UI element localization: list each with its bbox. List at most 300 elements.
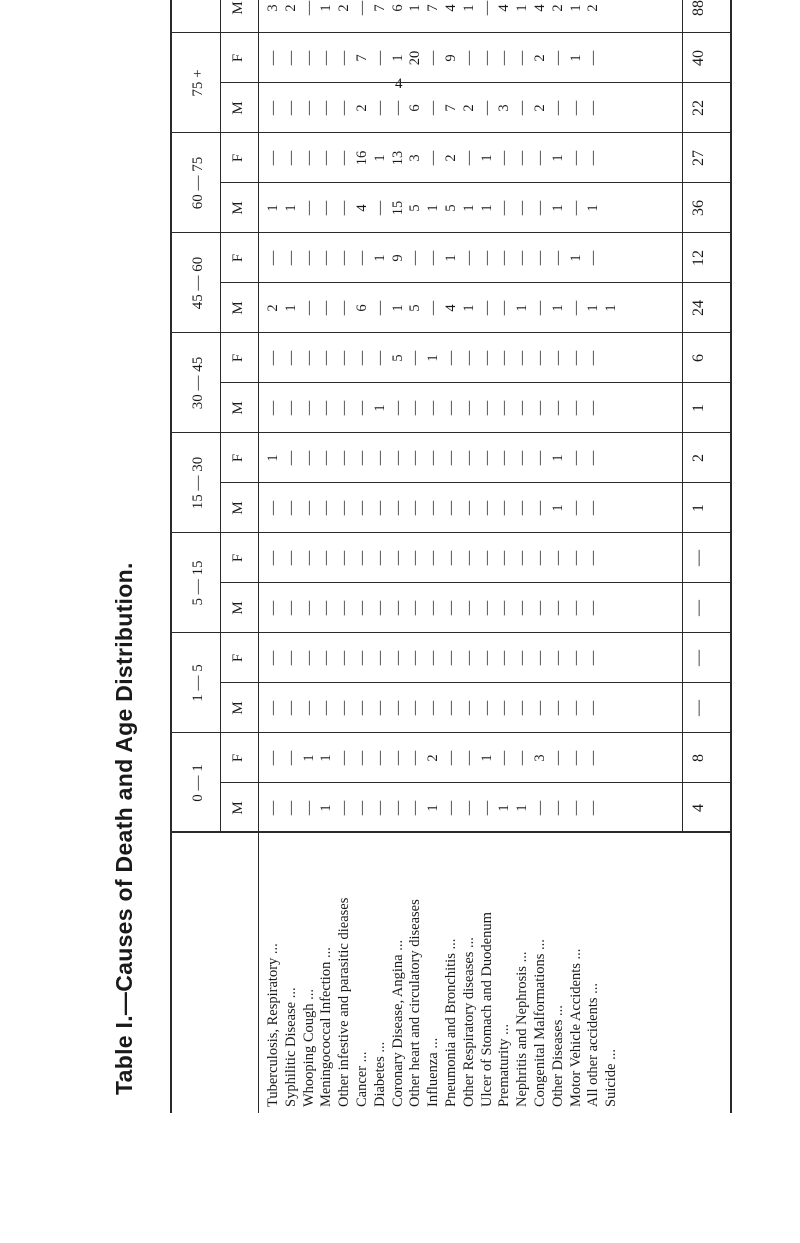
table-cell: — bbox=[425, 50, 442, 66]
table-cell: — bbox=[496, 250, 513, 266]
table-cell: — bbox=[567, 750, 584, 766]
table-cell: — bbox=[514, 400, 531, 416]
table-cell: — bbox=[318, 450, 335, 466]
cause-label: Pneumonia and Bronchitis ... bbox=[443, 938, 459, 1107]
table-cell: 6 bbox=[389, 4, 406, 12]
table-cell: — bbox=[265, 150, 281, 166]
table-cell: — bbox=[389, 450, 406, 466]
table-cell: — bbox=[585, 100, 602, 116]
column-rule bbox=[170, 232, 730, 233]
table-cell: 1 bbox=[549, 154, 566, 162]
column-rule bbox=[170, 332, 730, 333]
table-cell: — bbox=[336, 550, 353, 566]
table-cell: 1 bbox=[567, 4, 584, 12]
table-cell: 1 bbox=[514, 804, 531, 812]
table-cell: — bbox=[496, 450, 513, 466]
table-cell: — bbox=[354, 800, 370, 816]
table-cell: — bbox=[354, 750, 370, 766]
table-cell: 1 bbox=[549, 454, 566, 462]
table-cell: — bbox=[478, 0, 495, 16]
table-cell: — bbox=[478, 100, 495, 116]
table-cell: — bbox=[425, 700, 442, 716]
table-cell: — bbox=[336, 50, 353, 66]
cause-label: Ulcer of Stomach and Duodenum bbox=[478, 912, 495, 1107]
table-cell: — bbox=[549, 400, 566, 416]
table-cell: 1 bbox=[496, 804, 513, 812]
table-cell: — bbox=[585, 250, 602, 266]
table-cell: — bbox=[371, 50, 388, 66]
table-cell: — bbox=[567, 700, 584, 716]
table-cell: — bbox=[371, 800, 388, 816]
column-rule bbox=[170, 532, 730, 533]
rule-line bbox=[258, 0, 259, 1113]
table-cell: — bbox=[371, 350, 388, 366]
table-cell: — bbox=[389, 600, 406, 616]
table-cell: — bbox=[354, 600, 370, 616]
table-cell: 7 bbox=[354, 54, 370, 62]
table-cell: 5 bbox=[389, 354, 406, 362]
table-cell: — bbox=[407, 350, 424, 366]
table-cell: — bbox=[532, 300, 548, 316]
column-rule bbox=[220, 782, 730, 783]
sex-header: M bbox=[230, 1, 246, 15]
cause-label: Influenza ... bbox=[425, 1037, 442, 1107]
age-group-header: 60 — 75 bbox=[190, 156, 206, 210]
table-cell: — bbox=[532, 650, 548, 666]
table-cell: — bbox=[265, 250, 281, 266]
table-cell: — bbox=[514, 150, 531, 166]
age-group-header: 1 — 5 bbox=[190, 664, 206, 702]
table-cell: — bbox=[567, 450, 584, 466]
table-cell: — bbox=[443, 700, 459, 716]
table-cell: — bbox=[371, 500, 388, 516]
total-cell: 24 bbox=[690, 300, 707, 316]
table-cell: — bbox=[354, 550, 370, 566]
table-cell: — bbox=[425, 100, 442, 116]
table-cell: 7 bbox=[371, 4, 388, 12]
table-cell: — bbox=[514, 650, 531, 666]
table-cell: — bbox=[478, 400, 495, 416]
table-cell: — bbox=[336, 300, 353, 316]
table-cell: — bbox=[318, 300, 335, 316]
table-cell: 1 bbox=[585, 304, 602, 312]
table-cell: 5 bbox=[407, 204, 424, 212]
table-cell: — bbox=[407, 600, 424, 616]
cause-label: Other heart and circulatory diseases bbox=[407, 899, 424, 1107]
table-cell: 1 bbox=[478, 204, 495, 212]
table-cell: — bbox=[460, 50, 477, 66]
table-cell: 5 bbox=[407, 304, 424, 312]
table-cell: 2 bbox=[282, 4, 299, 12]
table-cell: — bbox=[567, 200, 584, 216]
total-cell: 36 bbox=[690, 200, 707, 216]
table-cell: 5 bbox=[443, 204, 459, 212]
table-cell: — bbox=[389, 700, 406, 716]
table-cell: — bbox=[389, 550, 406, 566]
cause-label: Whooping Cough ... bbox=[300, 988, 317, 1107]
table-cell: — bbox=[585, 400, 602, 416]
table-cell: — bbox=[425, 150, 442, 166]
table-cell: 2 bbox=[585, 4, 602, 12]
table-cell: — bbox=[496, 50, 513, 66]
table-cell: — bbox=[532, 700, 548, 716]
total-cell: — bbox=[690, 650, 707, 666]
table-cell: — bbox=[282, 500, 299, 516]
rule-line bbox=[170, 0, 172, 1113]
table-cell: — bbox=[532, 600, 548, 616]
rule-line bbox=[220, 0, 221, 833]
table-cell: — bbox=[265, 500, 281, 516]
table-cell: — bbox=[532, 550, 548, 566]
page-number: 4 bbox=[395, 76, 403, 92]
table-cell: — bbox=[460, 150, 477, 166]
table-cell: — bbox=[282, 600, 299, 616]
table-cell: — bbox=[318, 500, 335, 516]
column-rule bbox=[170, 32, 730, 33]
table-cell: — bbox=[549, 750, 566, 766]
table-cell: — bbox=[532, 150, 548, 166]
table-cell: — bbox=[336, 700, 353, 716]
table-cell: 2 bbox=[443, 154, 459, 162]
table-cell: — bbox=[336, 500, 353, 516]
table-cell: — bbox=[389, 650, 406, 666]
table-cell: — bbox=[549, 550, 566, 566]
table-cell: — bbox=[567, 150, 584, 166]
table-cell: 1 bbox=[460, 204, 477, 212]
table-cell: — bbox=[282, 750, 299, 766]
table-cell: — bbox=[532, 250, 548, 266]
table-cell: — bbox=[549, 50, 566, 66]
table-cell: 1 bbox=[585, 204, 602, 212]
table-cell: 3 bbox=[407, 154, 424, 162]
table-cell: — bbox=[460, 250, 477, 266]
table-cell: — bbox=[478, 500, 495, 516]
table-cell: — bbox=[567, 550, 584, 566]
table-cell: — bbox=[318, 100, 335, 116]
table-cell: — bbox=[371, 750, 388, 766]
table-cell: — bbox=[282, 100, 299, 116]
cause-label: Other Respiratory diseases ... bbox=[460, 937, 477, 1107]
table-cell: 1 bbox=[371, 254, 388, 262]
table-cell: — bbox=[300, 400, 317, 416]
table-cell: — bbox=[443, 450, 459, 466]
table-cell: — bbox=[532, 400, 548, 416]
table-cell: — bbox=[549, 100, 566, 116]
table-cell: 9 bbox=[443, 54, 459, 62]
table-cell: — bbox=[354, 500, 370, 516]
table-cell: — bbox=[496, 700, 513, 716]
table-cell: 1 bbox=[549, 204, 566, 212]
table-cell: — bbox=[585, 600, 602, 616]
table-cell: — bbox=[425, 250, 442, 266]
table-cell: — bbox=[567, 600, 584, 616]
column-rule bbox=[220, 282, 730, 283]
table-cell: — bbox=[585, 550, 602, 566]
table-cell: — bbox=[300, 600, 317, 616]
cause-label: Suicide ... bbox=[603, 1049, 620, 1107]
table-cell: — bbox=[336, 800, 353, 816]
table-cell: — bbox=[585, 800, 602, 816]
table-cell: — bbox=[460, 650, 477, 666]
table-cell: — bbox=[514, 200, 531, 216]
table-cell: — bbox=[371, 600, 388, 616]
age-group-header: 30 — 45 bbox=[190, 356, 206, 410]
table-cell: — bbox=[407, 700, 424, 716]
table-cell: — bbox=[300, 250, 317, 266]
table-cell: — bbox=[354, 700, 370, 716]
table-cell: — bbox=[282, 50, 299, 66]
table-cell: — bbox=[478, 800, 495, 816]
table-cell: — bbox=[371, 550, 388, 566]
table-cell: — bbox=[300, 0, 317, 16]
table-cell: — bbox=[514, 100, 531, 116]
table-cell: 13 bbox=[389, 150, 406, 166]
table-cell: — bbox=[532, 800, 548, 816]
table-cell: — bbox=[443, 800, 459, 816]
table-cell: — bbox=[478, 600, 495, 616]
table-cell: — bbox=[265, 400, 281, 416]
table-cell: — bbox=[478, 300, 495, 316]
causes-of-death-table bbox=[170, 0, 770, 1113]
table-cell: — bbox=[300, 200, 317, 216]
table-cell: 1 bbox=[549, 504, 566, 512]
cause-label: Prematurity ... bbox=[496, 1024, 513, 1107]
table-title: Table I.—Causes of Death and Age Distribution. bbox=[111, 562, 137, 1095]
table-cell: — bbox=[300, 350, 317, 366]
age-group-header: 0 — 1 bbox=[190, 764, 206, 802]
table-cell: — bbox=[425, 300, 442, 316]
table-cell: — bbox=[318, 250, 335, 266]
age-group-header: 45 — 60 bbox=[190, 256, 206, 310]
table-cell: — bbox=[496, 500, 513, 516]
table-cell: — bbox=[443, 400, 459, 416]
total-cell: 88 bbox=[690, 0, 707, 16]
table-cell: — bbox=[300, 700, 317, 716]
table-cell: 4 bbox=[443, 4, 459, 12]
table-cell: — bbox=[300, 100, 317, 116]
total-cell: 12 bbox=[690, 250, 707, 266]
sex-header: F bbox=[230, 553, 246, 563]
table-cell: — bbox=[318, 550, 335, 566]
table-cell: 1 bbox=[425, 804, 442, 812]
table-cell: 2 bbox=[532, 104, 548, 112]
table-cell: — bbox=[496, 550, 513, 566]
table-cell: — bbox=[425, 400, 442, 416]
table-cell: 1 bbox=[282, 304, 299, 312]
table-cell: 2 bbox=[425, 754, 442, 762]
table-cell: — bbox=[567, 650, 584, 666]
cause-label: Coronary Disease, Angina ... bbox=[389, 939, 406, 1107]
table-cell: — bbox=[585, 750, 602, 766]
table-cell: — bbox=[300, 800, 317, 816]
table-cell: — bbox=[282, 550, 299, 566]
table-cell: — bbox=[478, 450, 495, 466]
table-cell: — bbox=[460, 700, 477, 716]
table-cell: — bbox=[514, 700, 531, 716]
table-cell: — bbox=[460, 600, 477, 616]
table-cell: — bbox=[371, 200, 388, 216]
table-cell: 4 bbox=[354, 204, 370, 212]
table-cell: — bbox=[496, 400, 513, 416]
table-cell: — bbox=[532, 350, 548, 366]
table-cell: — bbox=[567, 350, 584, 366]
table-cell: — bbox=[336, 100, 353, 116]
sex-header: M bbox=[230, 101, 246, 115]
sex-header: M bbox=[230, 401, 246, 415]
table-cell: — bbox=[265, 50, 281, 66]
column-rule bbox=[220, 582, 730, 583]
table-cell: 15 bbox=[389, 200, 406, 216]
table-cell: — bbox=[336, 750, 353, 766]
table-cell: 2 bbox=[336, 4, 353, 12]
table-cell: — bbox=[354, 250, 370, 266]
table-cell: — bbox=[265, 800, 281, 816]
sex-header: M bbox=[230, 501, 246, 515]
table-cell: — bbox=[407, 550, 424, 566]
table-cell: — bbox=[407, 450, 424, 466]
sex-header: F bbox=[230, 653, 246, 663]
table-cell: — bbox=[282, 150, 299, 166]
table-cell: 1 bbox=[371, 154, 388, 162]
table-cell: — bbox=[514, 500, 531, 516]
table-cell: — bbox=[585, 450, 602, 466]
table-cell: — bbox=[532, 500, 548, 516]
table-cell: — bbox=[514, 600, 531, 616]
table-cell: — bbox=[282, 650, 299, 666]
cause-label: All other accidents ... bbox=[585, 982, 602, 1107]
table-cell: — bbox=[318, 400, 335, 416]
table-cell: — bbox=[407, 800, 424, 816]
age-group-header: 75 + bbox=[190, 69, 206, 97]
table-cell: — bbox=[567, 400, 584, 416]
table-cell: 1 bbox=[567, 254, 584, 262]
table-cell: 1 bbox=[567, 54, 584, 62]
table-cell: — bbox=[514, 50, 531, 66]
table-cell: — bbox=[443, 550, 459, 566]
table-cell: — bbox=[478, 250, 495, 266]
column-rule bbox=[220, 682, 730, 683]
total-cell: — bbox=[690, 550, 707, 566]
table-cell: — bbox=[585, 350, 602, 366]
table-cell: — bbox=[336, 250, 353, 266]
column-rule bbox=[170, 732, 730, 733]
table-cell: — bbox=[336, 650, 353, 666]
table-cell: — bbox=[549, 250, 566, 266]
sex-header: F bbox=[230, 353, 246, 363]
table-cell: — bbox=[265, 350, 281, 366]
table-cell: — bbox=[460, 750, 477, 766]
sex-header: F bbox=[230, 453, 246, 463]
table-cell: 1 bbox=[460, 4, 477, 12]
table-cell: — bbox=[300, 300, 317, 316]
table-cell: — bbox=[407, 250, 424, 266]
cause-label: Cancer ... bbox=[354, 1051, 370, 1107]
table-cell: 16 bbox=[354, 150, 370, 166]
table-cell: 1 bbox=[514, 4, 531, 12]
table-cell: — bbox=[549, 600, 566, 616]
total-cell: 22 bbox=[690, 100, 707, 116]
column-rule bbox=[220, 482, 730, 483]
table-cell: — bbox=[478, 650, 495, 666]
table-cell: — bbox=[425, 650, 442, 666]
table-cell: — bbox=[532, 450, 548, 466]
table-cell: 1 bbox=[282, 204, 299, 212]
column-rule bbox=[220, 382, 730, 383]
table-cell: — bbox=[282, 350, 299, 366]
table-cell: — bbox=[407, 500, 424, 516]
table-cell: 1 bbox=[478, 154, 495, 162]
table-cell: 3 bbox=[496, 104, 513, 112]
total-cell: 27 bbox=[690, 150, 707, 166]
table-cell: — bbox=[567, 800, 584, 816]
table-cell: 20 bbox=[407, 50, 424, 66]
table-cell: — bbox=[549, 650, 566, 666]
table-cell: — bbox=[496, 300, 513, 316]
table-cell: 2 bbox=[549, 4, 566, 12]
table-cell: — bbox=[567, 300, 584, 316]
table-cell: 6 bbox=[354, 304, 370, 312]
total-cell: 40 bbox=[690, 50, 707, 66]
table-cell: — bbox=[282, 700, 299, 716]
table-cell: — bbox=[318, 50, 335, 66]
sex-header: M bbox=[230, 301, 246, 315]
table-cell: — bbox=[265, 700, 281, 716]
table-cell: — bbox=[371, 650, 388, 666]
table-cell: — bbox=[478, 550, 495, 566]
table-cell: — bbox=[371, 300, 388, 316]
table-cell: — bbox=[478, 700, 495, 716]
table-cell: 7 bbox=[443, 104, 459, 112]
table-cell: — bbox=[425, 550, 442, 566]
sex-header: M bbox=[230, 201, 246, 215]
table-cell: — bbox=[514, 750, 531, 766]
table-cell: — bbox=[460, 450, 477, 466]
table-cell: 1 bbox=[389, 304, 406, 312]
table-cell: — bbox=[514, 550, 531, 566]
sex-header: M bbox=[230, 801, 246, 815]
table-cell: — bbox=[318, 150, 335, 166]
table-cell: 2 bbox=[265, 304, 281, 312]
table-cell: — bbox=[354, 400, 370, 416]
table-cell: — bbox=[496, 350, 513, 366]
table-cell: — bbox=[585, 50, 602, 66]
total-cell: 1 bbox=[690, 504, 707, 512]
table-cell: — bbox=[585, 650, 602, 666]
table-cell: — bbox=[354, 0, 370, 16]
total-cell: 6 bbox=[690, 354, 707, 362]
table-cell: — bbox=[300, 150, 317, 166]
column-rule bbox=[170, 832, 730, 834]
table-cell: — bbox=[318, 350, 335, 366]
table-cell: — bbox=[460, 400, 477, 416]
table-cell: — bbox=[389, 800, 406, 816]
table-cell: 1 bbox=[265, 204, 281, 212]
table-cell: 1 bbox=[443, 254, 459, 262]
table-cell: — bbox=[265, 100, 281, 116]
table-cell: — bbox=[460, 550, 477, 566]
table-cell: — bbox=[336, 200, 353, 216]
cause-label: Nephritis and Nephrosis ... bbox=[514, 951, 531, 1107]
table-cell: — bbox=[496, 150, 513, 166]
table-cell: 1 bbox=[371, 404, 388, 412]
table-cell: 1 bbox=[478, 754, 495, 762]
table-cell: — bbox=[371, 450, 388, 466]
table-cell: 2 bbox=[532, 54, 548, 62]
table-cell: — bbox=[460, 500, 477, 516]
sex-header: F bbox=[230, 153, 246, 163]
table-cell: 1 bbox=[425, 204, 442, 212]
table-cell: — bbox=[407, 400, 424, 416]
